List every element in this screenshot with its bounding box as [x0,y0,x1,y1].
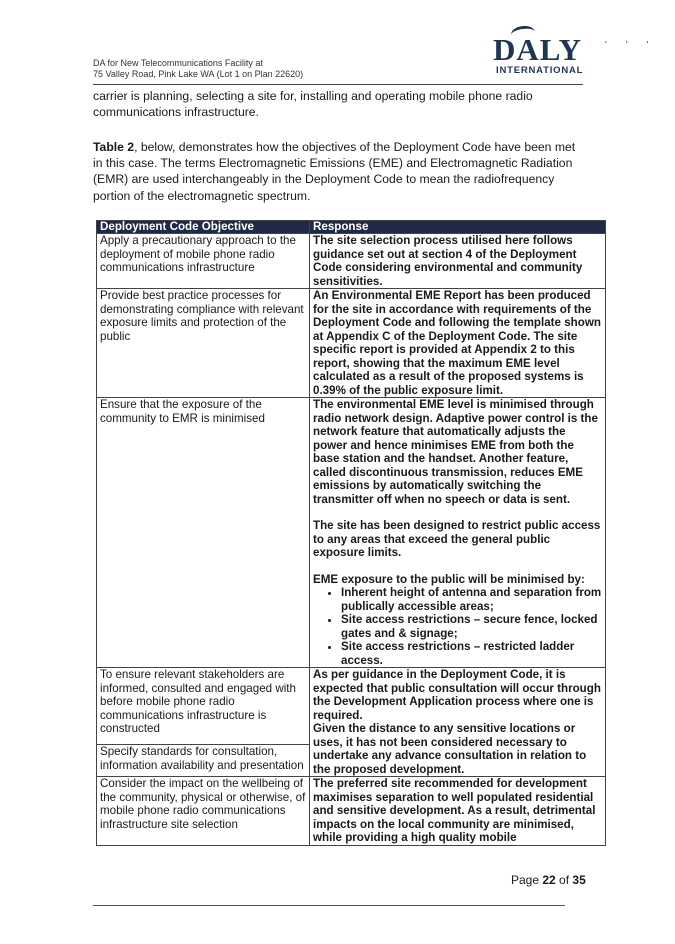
response-paragraph: Given the distance to any sensitive locations or uses, it has not been considered necessary to undertake any advance consultation in relation to the proposed development. [313,722,587,776]
response-paragraph: As per guidance in the Deployment Code, it is expected that public consultation will occur through the Development Application process where one is required. [313,668,601,722]
table-intro-paragraph [93,139,583,204]
list-item: • Site access restrictions – restricted ladder access. [341,640,602,667]
table-header-row [97,221,606,234]
logo-main-text: DALY [493,32,582,67]
response-cell: The preferred site recommended for development maximises separation to well populated residential and sensitive development. As a result, detrimental impacts on the local community are minimised, while providing a high quality mobile [310,777,606,846]
list-item: • Inherent height of antenna and separation from publically accessible areas; [341,586,602,613]
logo-sub-text: INTERNATIONAL [496,65,584,76]
response-paragraph: The environmental EME level is minimised through radio network design. Adaptive power control is the network feature that automatically adjusts the power and hence minimises EME from both the base station and the handset. Another feature, called discontinuous transmission, reduces EME emissions by automatically switching the transmitter off when no speech or data is sent. [313,398,598,506]
page-label: Page [511,873,543,887]
table-row [97,234,606,289]
page-number [511,873,586,887]
table-row [97,289,606,398]
objective-cell: Provide best practice processes for demonstrating compliance with relevant exposure limits and protection of the public [97,289,310,398]
objective-cell: Consider the impact on the wellbeing of the community, physical or otherwise, of mobile phone radio communications infrastructure site selection [97,777,310,846]
table-intro-text: , below, demonstrates how the objectives of the Deployment Code have been met in this case. The terms Electromagnetic Emissions (EME) and Electromagnetic Radiation (EMR) are used interchangeably in the Deployment Code to mean the radiofrequency portion of the electromagnetic spectrum. [93,140,576,203]
column-header-objective: Deployment Code Objective [97,221,310,234]
response-cell [310,668,606,777]
list-item: • Site access restrictions – secure fence, locked gates and & signage; [341,613,602,640]
objective-cell: Apply a precautionary approach to the deployment of mobile phone radio communications infrastructure [97,234,310,289]
response-cell [310,398,606,668]
current-page: 22 [542,873,556,887]
objective-cell: Ensure that the exposure of the community to EMR is minimised [97,398,310,668]
footer-divider [93,905,565,906]
page-of-label: of [555,873,573,887]
table-row [97,398,606,668]
margin-marks: ' ' ' [605,40,657,51]
table-row [97,777,606,846]
objective-cell: Specify standards for consultation, information availability and presentation [97,745,310,777]
header-line-1: DA for New Telecommunications Facility at [93,58,263,68]
column-header-response: Response [310,221,606,234]
response-cell: An Environmental EME Report has been produced for the site in accordance with requirements of the Deployment Code and following the template shown at Appendix C of the Deployment Code. The site specific report is provided at Appendix 2 to this report, showing that the maximum EME level calculated as a result of the proposed systems is 0.39% of the public exposure limit. [310,289,606,398]
table-row [97,668,606,745]
total-pages: 35 [572,873,586,887]
intro-paragraph: carrier is planning, selecting a site for, installing and operating mobile phone radio communications infrastructure. [93,89,533,120]
objective-cell: To ensure relevant stakeholders are informed, consulted and engaged with before mobile phone radio communications infrastructure is constructed [97,668,310,745]
table-reference: Table 2 [93,140,135,154]
header-divider [93,84,583,85]
response-paragraph: EME exposure to the public will be minimised by: [313,572,585,586]
response-paragraph: The site has been designed to restrict public access to any areas that exceed the general public exposure limits. [313,519,601,559]
response-cell: The site selection process utilised here follows guidance set out at section 4 of the Deployment Code considering environmental and community sensitivities. [310,234,606,289]
company-logo [485,28,585,78]
header-line-2: 75 Valley Road, Pink Lake WA (Lot 1 on Plan 22620) [93,69,304,79]
deployment-code-table [96,220,606,846]
bullet-list [313,586,602,667]
